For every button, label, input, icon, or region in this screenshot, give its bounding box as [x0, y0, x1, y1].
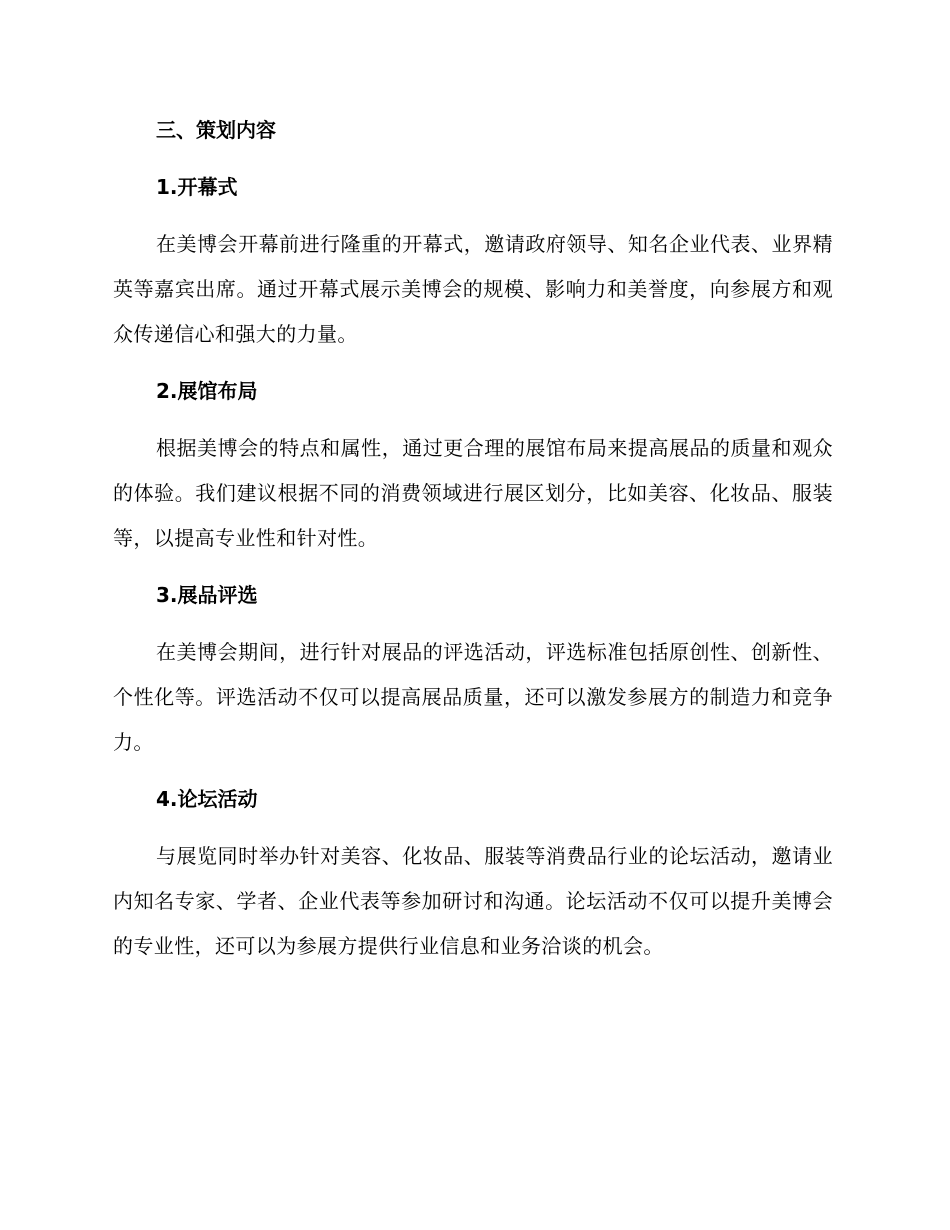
subsection-title-hall-layout: 2.展馆布局: [156, 379, 258, 403]
paragraph-exhibit-selection: 在美博会期间，进行针对展品的评选活动，评选标准包括原创性、创新性、个性化等。评选活动不仅可以提高展品质量，还可以激发参展方的制造力和竞争力。: [113, 640, 833, 754]
paragraph-hall-layout: 根据美博会的特点和属性，通过更合理的展馆布局来提高展品的质量和观众的体验。我们建议根据不同的消费领域进行展区划分，比如美容、化妆品、服装等，以提高专业性和针对性。: [113, 436, 833, 550]
paragraph-forum-activities: 与展览同时举办针对美容、化妆品、服装等消费品行业的论坛活动，邀请业内知名专家、学者、企业代表等参加研讨和沟通。论坛活动不仅可以提升美博会的专业性，还可以为参展方提供行业信息和业务洽谈的机会。: [113, 844, 833, 958]
document-content: [113, 108, 833, 981]
section-title: 三、策划内容: [156, 118, 276, 142]
paragraph-opening-ceremony: 在美博会开幕前进行隆重的开幕式，邀请政府领导、知名企业代表、业界精英等嘉宾出席。通过开幕式展示美博会的规模、影响力和美誉度，向参展方和观众传递信心和强大的力量。: [113, 232, 833, 346]
subsection-title-opening-ceremony: 1.开幕式: [156, 175, 238, 199]
subsection-title-forum-activities: 4.论坛活动: [156, 787, 258, 811]
subsection-title-exhibit-selection: 3.展品评选: [156, 583, 258, 607]
